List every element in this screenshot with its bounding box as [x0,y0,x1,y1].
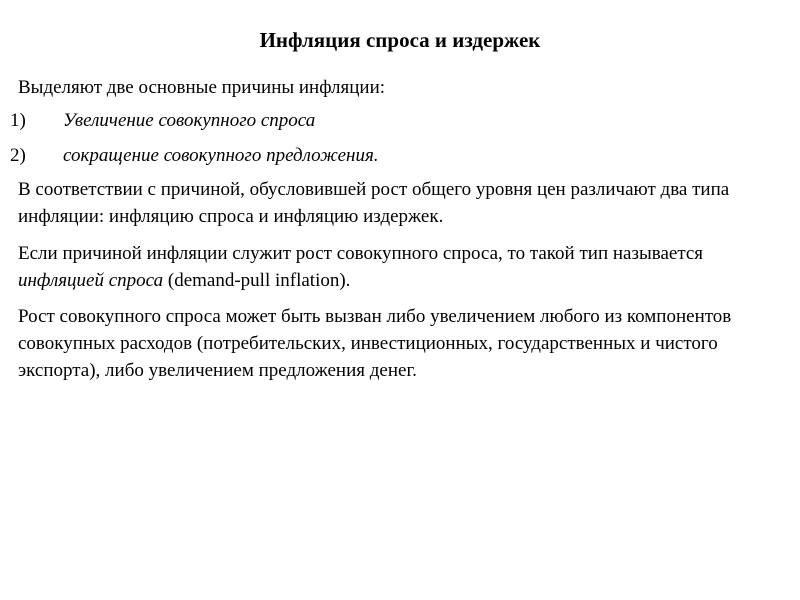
emphasis-term: инфляцией спроса [18,270,164,291]
slide-title: Инфляция спроса и издержек [259,28,541,52]
paragraph-text: Если причиной инфляции служит рост совокупного спроса, то такой тип называется [18,243,704,264]
paragraph-inflation-types: В соответствии с причиной, обусловившей рост общего уровня цен различают два типа инфляции: инфляцию спроса и инфляцию издержек. [18,179,730,227]
list-number: 2) [10,145,26,166]
paragraph-demand-growth: Рост совокупного спроса может быть вызван либо увеличением любого из компонентов совокупных расходов (потребительских, инвестиционных, государственных и чистого экспорта), либо увеличением предложения денег. [18,306,732,381]
list-number: 1) [10,110,26,131]
list-text: сокращение совокупного предложения. [63,145,379,166]
paragraph-demand-pull [18,240,788,294]
paragraph-text: (demand-pull inflation). [163,270,351,291]
intro-text: Выделяют две основные причины инфляции: [18,77,386,98]
list-text: Увеличение совокупного спроса [63,110,316,131]
